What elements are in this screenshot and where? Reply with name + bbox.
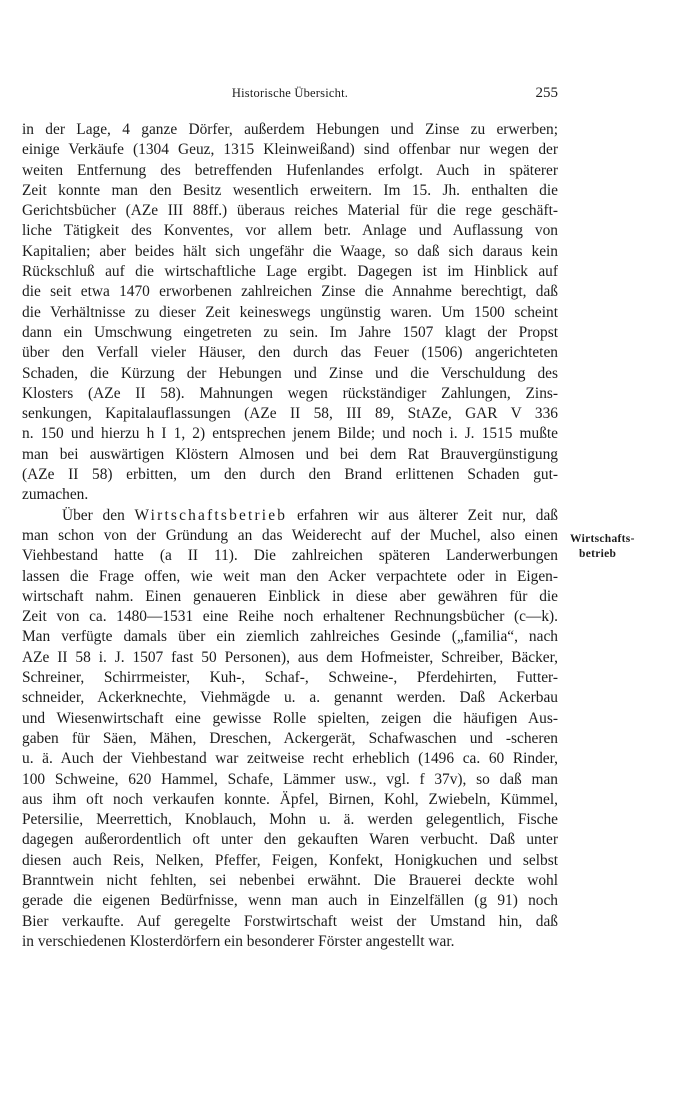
text-line: n. 150 und hierzu h I 1, 2) entsprechen jenem Bilde; und noch i. J. 1515 mußte	[22, 425, 558, 443]
text-line: weiten Entfernung des betreffenden Hufenlandes erfolgt. Auch in späterer	[22, 161, 558, 179]
page-number: 255	[535, 85, 558, 101]
text-line: Petersilie, Meerrettich, Knoblauch, Mohn u. ä. werden gelegentlich, Fische	[22, 811, 558, 829]
paragraph-2	[22, 506, 558, 953]
text-line: Kapitalien; aber beides hält sich ungefähr die Waage, so daß sich daraus kein	[22, 242, 558, 260]
running-title: Historische Übersicht.	[231, 86, 349, 100]
margin-note-line: betrieb	[579, 548, 617, 560]
text-line: Zeit konnte man den Besitz wesentlich erweitern. Im 15. Jh. enthalten die	[22, 181, 558, 199]
text-line: in verschiedenen Klosterdörfern ein besonderer Förster angestellt war.	[22, 932, 455, 950]
text-line: über den Verfall vieler Häuser, den durch das Feuer (1506) angerichteten	[22, 344, 558, 362]
text-line: in der Lage, 4 ganze Dörfer, außerdem Hebungen und Zinse zu erwerben;	[22, 121, 558, 138]
text-line: AZe II 58 i. J. 1507 fast 50 Personen), aus dem Hofmeister, Schreiber, Bäcker,	[22, 648, 558, 666]
body-text	[22, 120, 558, 952]
text-line: Klosters (AZe II 58). Mahnungen wegen rückständiger Zahlungen, Zins-	[22, 384, 558, 402]
text-line: senkungen, Kapitalauflassungen (AZe II 58, III 89, StAZe, GAR V 336	[22, 405, 558, 423]
text-line: einige Verkäufe (1304 Geuz, 1315 Kleinweißand) sind offenbar nur wegen der	[22, 141, 558, 159]
text-line: dagegen außerordentlich oft unter den gekauften Waren verbucht. Daß unter	[22, 831, 558, 849]
text-line: wirtschaft nahm. Einen genaueren Einblick in diese aber gewähren für die	[22, 587, 558, 605]
text-line: man bei auswärtigen Klöstern Almosen und bei dem Rat Brauvergünstigung	[22, 445, 558, 463]
text-line: die seit etwa 1470 erworbenen zahlreichen Zinse die Annahme berechtigt, daß	[22, 283, 558, 301]
text-line: und Wiesenwirtschaft eine gewisse Rolle spielten, zeigen die häufigen Aus-	[22, 709, 558, 727]
text-line: u. ä. Auch der Viehbestand war zeitweise recht erheblich (1496 ca. 60 Rinder,	[22, 750, 558, 768]
text-line: schneider, Ackerknechte, Viehmägde u. a. genannt werden. Daß Ackerbau	[22, 689, 558, 707]
text-line: (AZe II 58) erbitten, um den durch den Brand erlittenen Schaden gut-	[22, 466, 558, 484]
text-line: dann ein Umschwung eingetreten zu sein. Im Jahre 1507 klagt der Propst	[22, 323, 558, 341]
text-line: Branntwein nicht fehlten, sei nebenbei erwähnt. Die Brauerei deckte wohl	[22, 871, 558, 889]
text-line: gerade die eigenen Bedürfnisse, wenn man auch in Einzelfällen (g 91) noch	[22, 892, 558, 910]
margin-note	[570, 532, 680, 562]
text-line: gaben für Säen, Mähen, Dreschen, Ackergerät, Schafwaschen und -scheren	[22, 729, 558, 747]
text-line: Schreiner, Schirrmeister, Kuh-, Schaf-, Schweine-, Pferdehirten, Futter-	[22, 669, 558, 687]
text-line: Gerichtsbücher (AZe III 88ff.) überaus reiches Material für die rege geschäft-	[22, 202, 558, 220]
text-line: lassen die Frage offen, wie weit man den Acker verpachtete oder in Eigen-	[22, 567, 558, 585]
text-line: zumachen.	[22, 486, 89, 504]
text-fragment: erfahren wir aus älterer Zeit nur, daß	[287, 506, 558, 524]
text-line: 100 Schweine, 620 Hammel, Schafe, Lämmer usw., vgl. f 37v), so daß man	[22, 770, 558, 788]
text-line: Zeit von ca. 1480—1531 eine Reihe noch erhaltener Rechnungsbücher (c—k).	[22, 608, 558, 626]
text-fragment: Über den	[62, 506, 135, 524]
text-line: Man verfügte damals über ein ziemlich zahlreiches Gesinde („familia“, nach	[22, 628, 558, 646]
text-line-first	[22, 506, 558, 526]
text-line: Rückschluß auf die wirtschaftliche Lage ergibt. Dagegen ist im Hinblick auf	[22, 263, 558, 281]
spaced-term: Wirtschaftsbetrieb	[134, 506, 288, 524]
running-head	[22, 86, 558, 106]
text-line: diesen auch Reis, Nelken, Pfeffer, Feigen, Konfekt, Honigkuchen und selbst	[22, 851, 558, 869]
text-line: Viehbestand hatte (a II 11). Die zahlreichen späteren Landerwerbungen	[22, 547, 558, 565]
text-line: man schon von der Gründung an das Weiderecht auf der Muchel, also einen	[22, 526, 558, 544]
text-line: Schaden, die Kürzung der Hebungen und Zinse und die Verschuldung des	[22, 364, 558, 382]
text-line: liche Tätigkeit des Konventes, vor allem betr. Anlage und Auflassung von	[22, 222, 558, 240]
text-line: die Verhältnisse zu dieser Zeit keineswegs ungünstig waren. Um 1500 scheint	[22, 303, 558, 321]
text-line: aus ihm oft noch verkaufen konnte. Äpfel, Birnen, Kohl, Zwiebeln, Kümmel,	[22, 790, 558, 808]
text-line: Bier verkaufte. Auf geregelte Forstwirtschaft weist der Umstand hin, daß	[22, 912, 558, 930]
margin-note-line: Wirtschafts-	[570, 533, 635, 545]
paragraph-1	[22, 120, 558, 506]
